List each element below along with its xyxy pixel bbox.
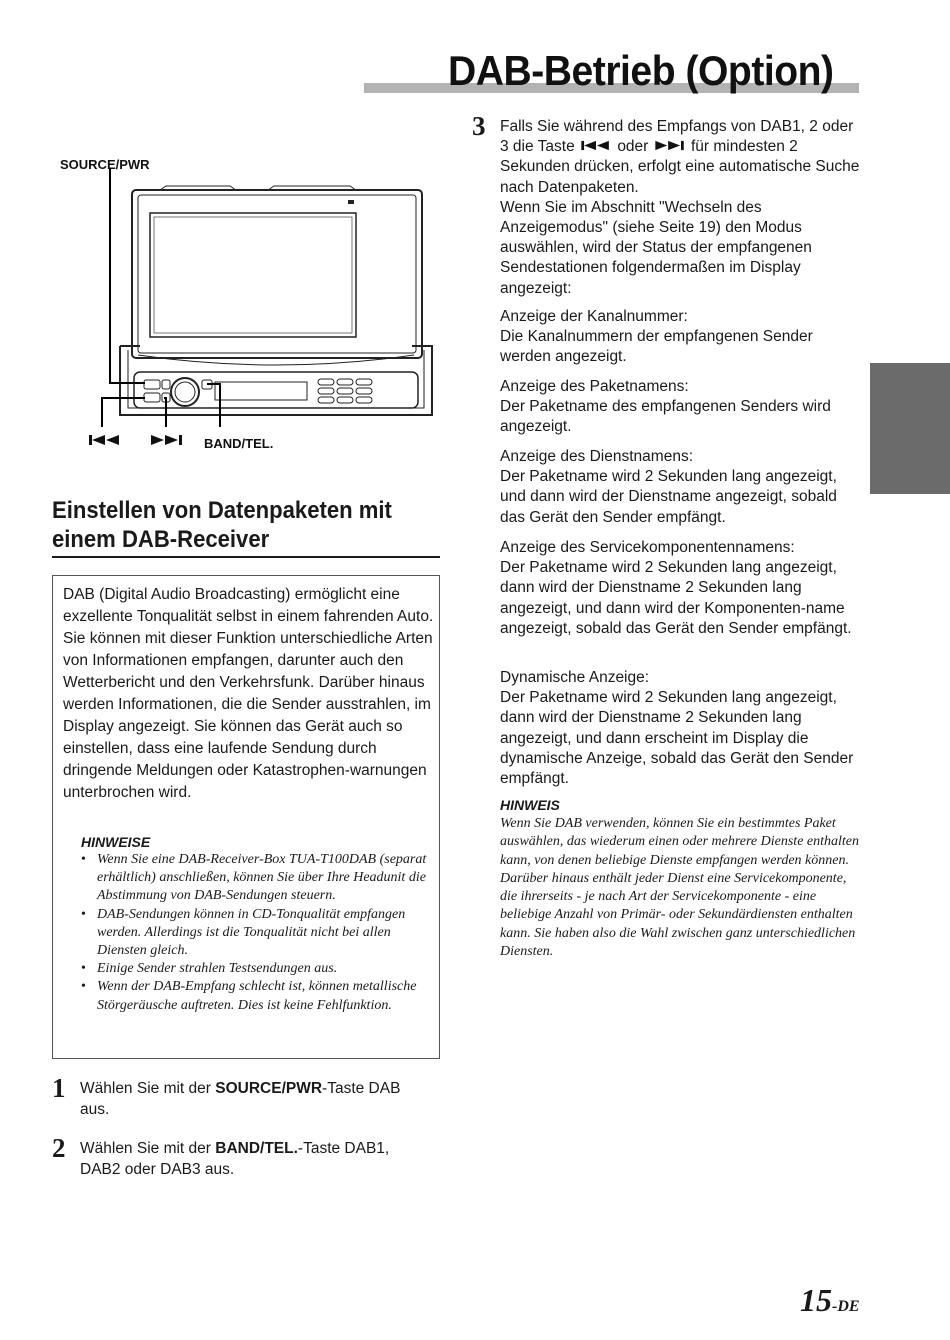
info-text: DAB (Digital Audio Broadcasting) ermöglicht eine exzellente Tonqualität selbst in einem fahrenden Auto. Sie können mit dieser Funktion unterschiedliche Arten von Informationen empfangen, darunter auch den Wetterbericht und den Verkehrsfunk. Darüber hinaus werden Informationen, die die Sender ausstrahlen, im Display angezeigt. Sie können das Gerät auch so einstellen, dass eine laufende Sendung durch dringende Meldungen oder Katastrophen-warnungen unterbrochen wird. (63, 586, 434, 801)
notes-title: HINWEISE (81, 834, 151, 850)
note-item: • Einige Sender strahlen Testsendungen aus. (81, 960, 433, 978)
skip-back-icon (579, 140, 613, 151)
step-number: 3 (472, 111, 486, 141)
display-mode-service: Anzeige des Dienstnamens: Der Paketname wird 2 Sekunden lang angezeigt, und dann wird der Dienstname angezeigt, sobald das Gerät den Sender empfängt. (500, 448, 837, 526)
page-number: 15-DE (800, 1282, 860, 1318)
display-mode-channel: Anzeige der Kanalnummer: Die Kanalnummern der empfangenen Sender werden angezeigt. (500, 308, 813, 366)
notes-list (81, 851, 433, 1015)
display-mode-component: Anzeige des Servicekomponentennamens: Der Paketname wird 2 Sekunden lang angezeigt, dann wird der Dienstname 2 Sekunden lang angezeigt, und dann wird der Komponenten-name angezeigt, sobald das Gerät den Sender empfängt. (500, 539, 852, 637)
step-number: 1 (52, 1073, 66, 1103)
step3-intro: Falls Sie während des Empfangs von DAB1, 2 oder 3 die Taste oder für mindesten 2 Sekunden drücken, erfolgt eine automatische Suche nach Datenpaketen. Wenn Sie im Abschnitt "Wechseln des Anzeigemodus" (siehe Seite 19) den Modus auswählen, wird der Status der empfangenen Sendestationen folgendermaßen im Display angezeigt: (500, 118, 860, 297)
source-pwr-label: SOURCE/PWR (60, 157, 150, 172)
device-figure (50, 150, 440, 460)
info-box (52, 575, 440, 1059)
band-tel-label: BAND/TEL. (204, 436, 274, 451)
section-heading-line2: einem DAB-Receiver (52, 526, 270, 553)
step-text: Wählen Sie mit der BAND/TEL.-Taste DAB1, DAB2 oder DAB3 aus. (80, 1140, 390, 1178)
page-title: DAB-Betrieb (Option) (448, 47, 834, 94)
section-heading-line1: Einstellen von Datenpaketen mit (52, 497, 392, 524)
section-side-tab (870, 363, 950, 494)
skip-forward-icon (150, 434, 184, 449)
section-heading (52, 496, 409, 554)
step-text: Wählen Sie mit der SOURCE/PWR-Taste DAB aus. (80, 1080, 401, 1118)
display-mode-package: Anzeige des Paketnamens: Der Paketname des empfangenen Senders wird angezeigt. (500, 378, 831, 436)
hinweis-text: Wenn Sie DAB verwenden, können Sie ein bestimmtes Paket auswählen, das wiederum einen oder mehrere Dienste enthalten kann, von denen beliebige Dienste empfangen werden können. Darüber hinaus enthält jeder Dienst eine Servicekomponente, die ihrerseits - je nach Art der Servicekomponente - eine beliebige Anzahl von Primär- oder Sekundärdiensten enthalten kann. Sie haben also die Wahl zwischen ganz unterschiedlichen Diensten. (500, 816, 860, 960)
note-item: • Wenn der DAB-Empfang schlecht ist, können metallische Störgeräusche auftreten. Dies ist keine Fehlfunktion. (81, 978, 433, 1014)
skip-forward-icon (653, 140, 687, 151)
head-unit-drawing (50, 150, 440, 460)
note-item: • Wenn Sie eine DAB-Receiver-Box TUA-T100DAB (separat erhältlich) anschließen, können Sie über Ihre Headunit die Abstimmung von DAB-Sendungen steuern. (81, 851, 433, 906)
step-number: 2 (52, 1133, 66, 1163)
note-item: • DAB-Sendungen können in CD-Tonqualität empfangen werden. Allerdings ist die Tonqualität nicht bei allen Diensten gleich. (81, 906, 433, 961)
skip-back-icon (88, 434, 122, 449)
section-rule (52, 556, 440, 558)
hinweis-title: HINWEIS (500, 797, 560, 813)
display-mode-dynamic: Dynamische Anzeige: Der Paketname wird 2 Sekunden lang angezeigt, dann wird der Dienstname 2 Sekunden lang angezeigt, und dann erscheint im Display die dynamische Anzeige, sobald das Gerät den Sender empfängt. (500, 669, 854, 788)
